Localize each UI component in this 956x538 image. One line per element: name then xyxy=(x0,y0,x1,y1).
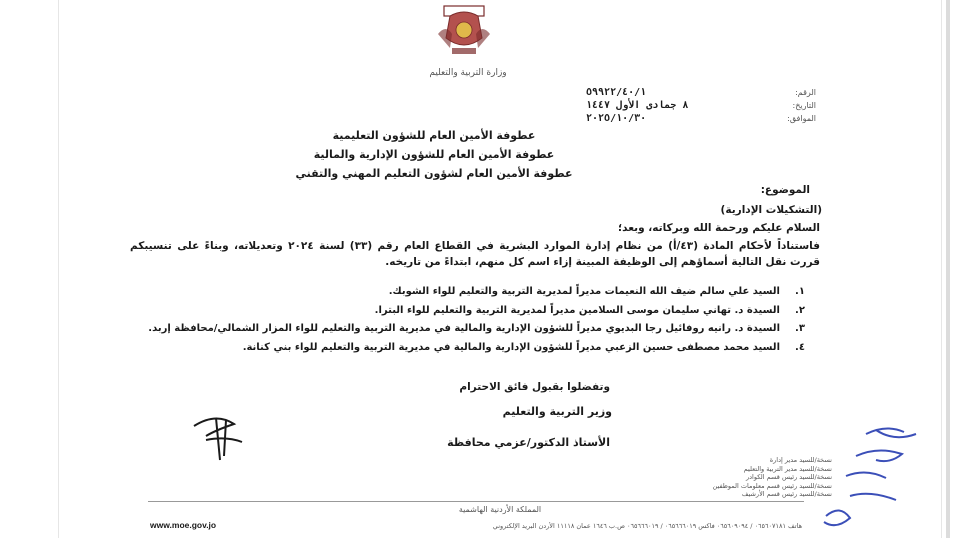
greeting: السلام عليكم ورحمة الله وبركاته، وبعد؛ xyxy=(617,222,820,234)
reference-row xyxy=(586,86,816,99)
gregorian-date: ٢٠٢٥/١٠/٣٠ xyxy=(586,113,647,124)
addressee: عطوفة الأمين العام للشؤون الإدارية والمالية xyxy=(313,148,555,161)
item-text: السيد علي سالم ضيف الله النعيمات مديراً لمديرية التربية والتعليم للواء الشوبك. xyxy=(388,286,780,297)
item-number: ١. xyxy=(795,286,805,297)
signatory-title: وزير التربية والتعليم xyxy=(502,405,612,418)
date-label: التاريخ: xyxy=(792,101,816,110)
item-number: ٢. xyxy=(795,304,805,316)
corresponding-label: الموافق: xyxy=(787,114,816,123)
signatory-name: الأستاذ الدكتور/عزمي محافظة xyxy=(447,436,610,449)
subject-value: (التشكيلات الإدارية) xyxy=(720,204,822,216)
footer-contact: هاتف ٠٦٥٦٠٧١٨١ / ٠٦٥٦٠٩٠٩٤ فاكس ٠٦٥٦٦٦٠١٩ / ٠٦٥٦٦٦٠١٩ ص.ب ١٦٤٦ عمان ١١١١٨ الأردن البريد الإلكتروني xyxy=(492,522,802,530)
transfer-list xyxy=(120,284,820,358)
copies-list xyxy=(632,456,832,499)
handwritten-annotation-icon xyxy=(806,420,936,532)
coat-of-arms-icon xyxy=(432,4,496,58)
signature-icon xyxy=(186,406,256,462)
copy-recipient: نسخة/للسيد رئيس قسم الكوادر xyxy=(746,473,832,482)
item-text: السيدة د. تهاني سليمان موسى السلامين مديراً لمديرية التربية والتعليم للواء البترا. xyxy=(374,304,780,316)
addressee: عطوفة الأمين العام للشؤون التعليمية xyxy=(332,129,536,142)
item-text: السيدة د. رانيه روفائيل رجا البديوي مديراً للشؤون الإدارية والمالية في مديرية التربية والتعليم للواء المزار الشمالي/محافظة إربد. xyxy=(148,323,780,334)
footer-divider xyxy=(148,501,804,502)
date-row xyxy=(586,99,816,112)
item-text: السيد محمد مصطفى حسين الزعبي مديراً للشؤون الإدارية والمالية في مديرية التربية والتعليم للواء بني كنانة. xyxy=(242,341,780,353)
closing-line: وتفضلوا بقبول فائق الاحترام xyxy=(459,381,610,393)
corresponding-row xyxy=(586,112,816,125)
ministry-name: وزارة التربية والتعليم xyxy=(429,68,507,78)
reference-block xyxy=(586,86,816,125)
list-item xyxy=(120,321,820,337)
page-edge xyxy=(946,0,950,538)
subject-label: الموضوع: xyxy=(760,184,810,196)
reference-label: الرقم: xyxy=(795,88,816,97)
item-number: ٣. xyxy=(795,323,805,334)
copy-recipient: نسخة/للسيد رئيس قسم معلومات الموظفين xyxy=(712,481,832,490)
addressee: عطوفة الأمين العام لشؤون التعليم المهني والتقني xyxy=(295,167,573,180)
footer-country: المملكة الأردنية الهاشمية xyxy=(458,505,542,514)
addressees xyxy=(224,126,644,183)
copy-recipient: نسخة/للسيد رئيس قسم الأرشيف xyxy=(741,490,832,499)
copy-recipient: نسخة/للسيد مدير التربية والتعليم xyxy=(743,464,832,473)
website-link[interactable]: www.moe.gov.jo xyxy=(150,520,217,530)
list-item xyxy=(120,303,820,319)
list-item xyxy=(120,284,820,300)
hijri-date: ٨ جمادى الأول ١٤٤٧ xyxy=(586,100,689,111)
body-paragraph: فاستناداً لأحكام المادة (٤٣/أ) من نظام إدارة الموارد البشرية في القطاع العام رقم (٣٣) لسنة ٢٠٢٤ وتعديلاته، وبناءً على تنسيبكم قررت نقل التالية أسماؤهم إلى الوظيفة المبينة إزاء اسم كل منهم، ابتداءً من تاريخه. xyxy=(130,240,820,268)
item-number: ٤. xyxy=(795,341,805,353)
reference-number: ٥٩٩٢٢/٤٠/١ xyxy=(586,87,647,98)
list-item xyxy=(120,340,820,356)
copy-recipient: نسخة/للسيد مدير إدارة xyxy=(769,456,832,464)
